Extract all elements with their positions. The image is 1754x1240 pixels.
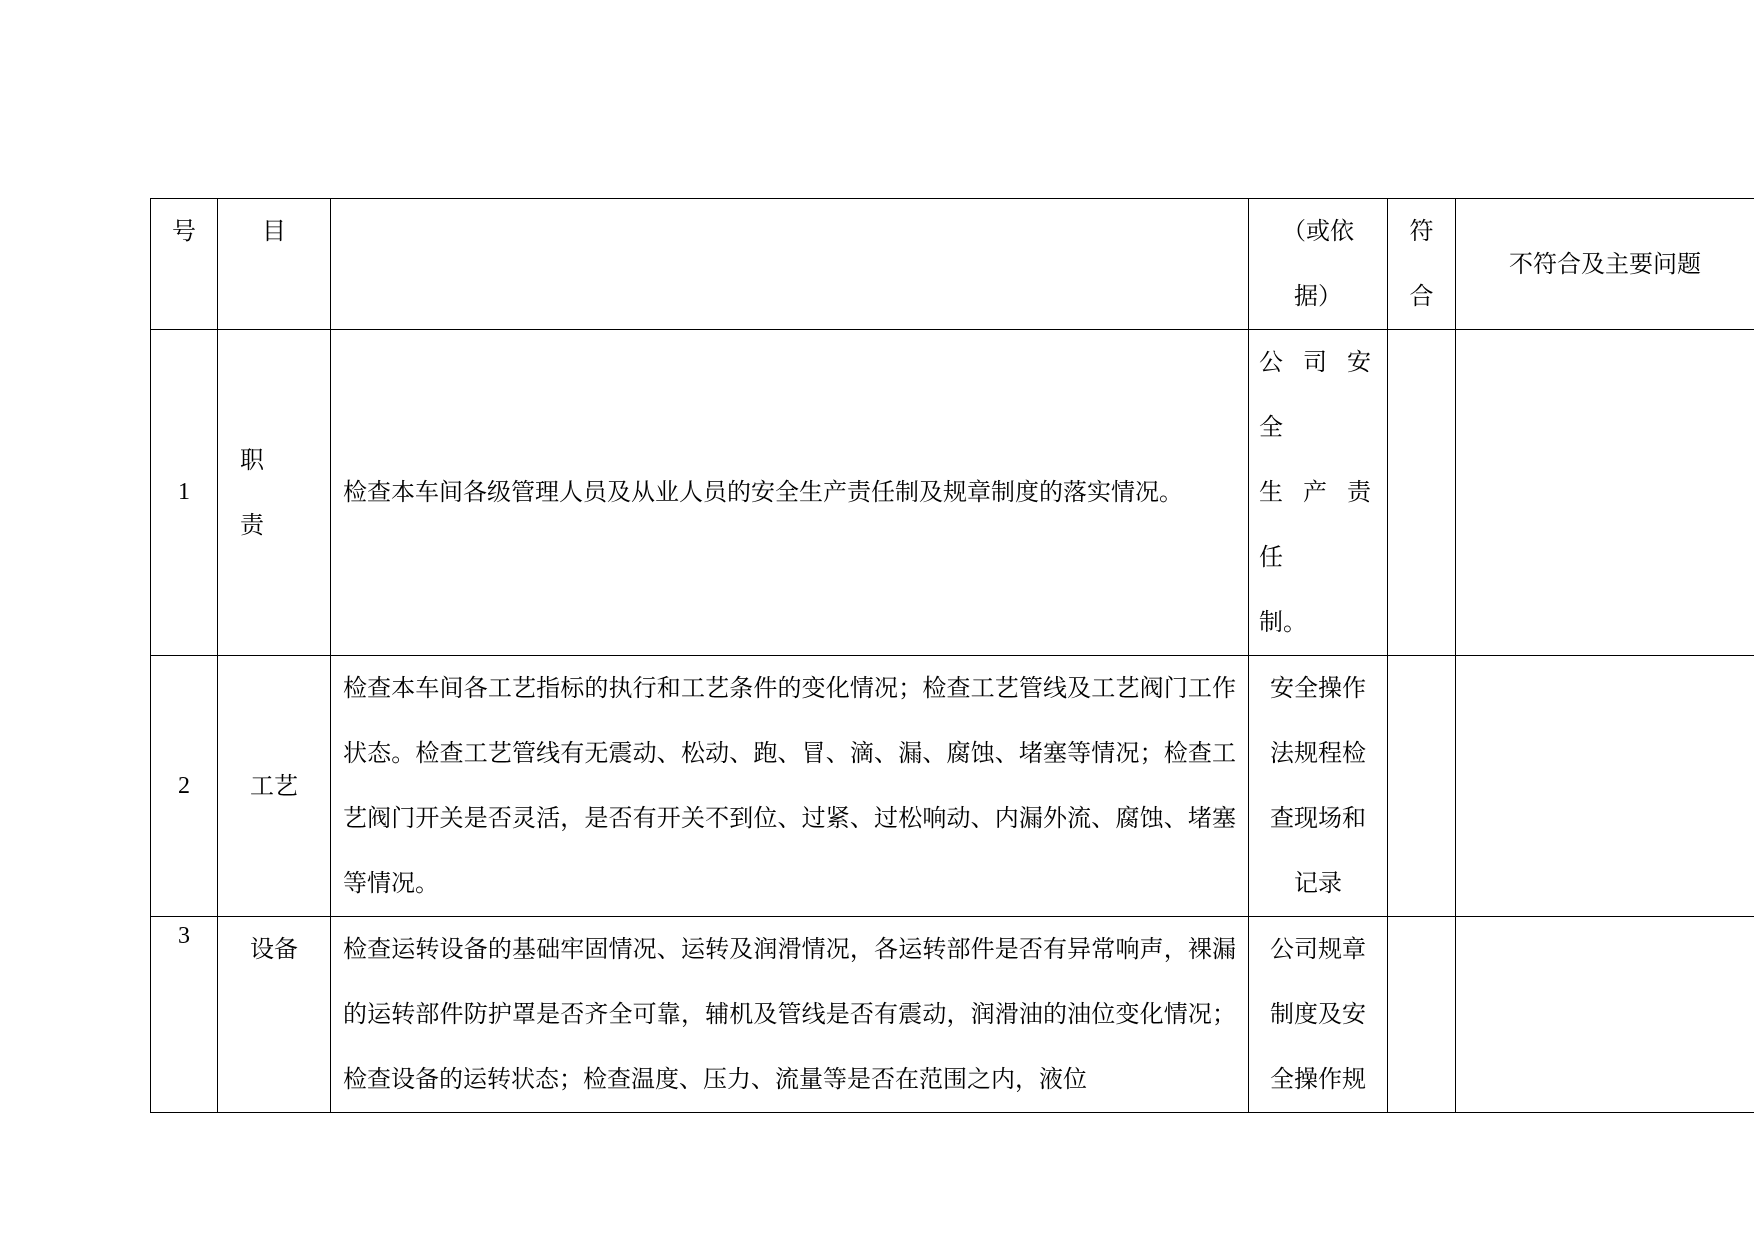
- row-content-text: 检查本车间各工艺指标的执行和工艺条件的变化情况；检查工艺管线及工艺阀门工作状态。检查工艺管线有无震动、松动、跑、冒、滴、漏、腐蚀、堵塞等情况；检查工艺阀门开关是否灵活，是否有开关不到位、过紧、过松响动、内漏外流、腐蚀、堵塞等情况。: [343, 674, 1236, 897]
- table-row: [151, 656, 1754, 917]
- row-no: [151, 917, 218, 1113]
- row-basis-line3: 查现场和: [1270, 804, 1366, 832]
- header-item-text: 目: [262, 217, 286, 245]
- row-basis-line2: 法规程检: [1270, 739, 1366, 767]
- row-content: [331, 656, 1249, 917]
- row-item-text: 工艺: [250, 771, 298, 800]
- row-basis-line1: 公司安全: [1259, 348, 1377, 441]
- header-basis-line2: 据）: [1294, 282, 1342, 310]
- row-issues-cell: [1456, 330, 1754, 656]
- row-conform-cell: [1388, 917, 1456, 1113]
- header-issues: [1456, 199, 1754, 330]
- table-row: [151, 917, 1754, 1113]
- row-content-text: 检查本车间各级管理人员及从业人员的安全生产责任制及规章制度的落实情况。: [343, 478, 1183, 506]
- row-item: [218, 656, 331, 917]
- row-basis-line3: 全操作规: [1270, 1065, 1366, 1093]
- row-item: [218, 917, 331, 1113]
- header-item: [218, 199, 331, 330]
- inspection-table: [150, 198, 1754, 1113]
- row-basis-line4: 记录: [1294, 869, 1342, 897]
- row-no: [151, 656, 218, 917]
- header-basis-line1: （或依: [1282, 217, 1354, 245]
- row-content: [331, 330, 1249, 656]
- row-basis-line2: 生产责任: [1259, 478, 1377, 571]
- row-basis-line1: 公司规章: [1270, 935, 1366, 963]
- row-basis-line2: 制度及安: [1270, 1000, 1366, 1028]
- row-no-text: 3: [178, 923, 190, 949]
- row-item-line1: 职: [240, 445, 264, 474]
- row-no: [151, 330, 218, 656]
- row-no-text: 2: [178, 772, 190, 799]
- header-basis: [1249, 199, 1388, 330]
- header-conform-line2: 合: [1409, 282, 1434, 310]
- row-basis: [1249, 917, 1388, 1113]
- row-conform-cell: [1388, 656, 1456, 917]
- table-row: [151, 330, 1754, 656]
- row-item: [218, 330, 331, 656]
- row-content-text: 检查运转设备的基础牢固情况、运转及润滑情况，各运转部件是否有异常响声，裸漏的运转部件防护罩是否齐全可靠，辅机及管线是否有震动，润滑油的油位变化情况；检查设备的运转状态；检查温度、压力、流量等是否在范围之内，液位: [343, 935, 1236, 1093]
- row-basis: [1249, 656, 1388, 917]
- row-basis: [1249, 330, 1388, 656]
- row-issues-cell: [1456, 917, 1754, 1113]
- row-no-text: 1: [178, 479, 190, 505]
- header-conform: [1388, 199, 1456, 330]
- row-content: [331, 917, 1249, 1113]
- row-basis-line3: 制。: [1259, 608, 1307, 636]
- row-item-text: 设备: [250, 935, 298, 963]
- header-no-text: 号: [172, 217, 196, 245]
- header-content: [331, 199, 1249, 330]
- header-issues-text: 不符合及主要问题: [1509, 249, 1701, 278]
- row-basis-line1: 安全操作: [1270, 674, 1366, 702]
- header-no: [151, 199, 218, 330]
- header-row: [151, 199, 1754, 330]
- row-conform-cell: [1388, 330, 1456, 656]
- row-item-line2: 责: [240, 510, 264, 539]
- header-conform-line1: 符: [1409, 217, 1434, 245]
- row-issues-cell: [1456, 656, 1754, 917]
